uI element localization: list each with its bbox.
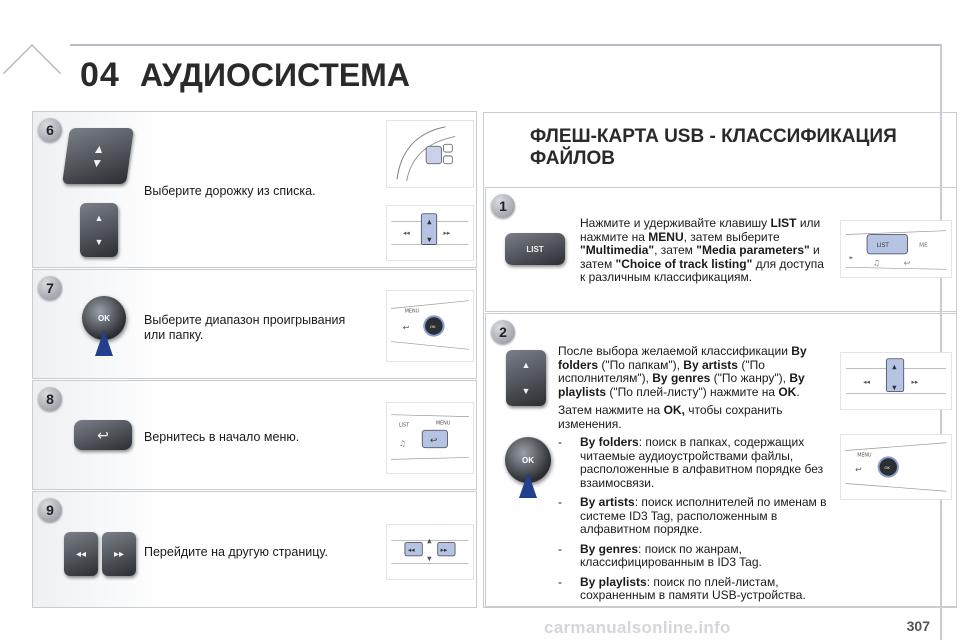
- step-text-9: Перейдите на другую страницу.: [144, 545, 328, 559]
- step-badge-7: 7: [38, 276, 62, 300]
- ok-knob-image: OK: [82, 296, 126, 340]
- svg-text:▸▸: ▸▸: [440, 546, 448, 554]
- svg-text:◂◂: ◂◂: [407, 546, 415, 554]
- chapter-number: 04: [80, 56, 120, 94]
- save-instruction: Затем нажмите на OK, чтобы сохранить изменения.: [558, 403, 783, 431]
- step-badge-6: 6: [38, 118, 62, 142]
- return-arrow-icon: ↩: [97, 426, 109, 443]
- svg-text:▼: ▼: [892, 385, 897, 392]
- step-text-7: Выберите диапазон проигрывания или папку.: [144, 313, 346, 342]
- step-text-6: Выберите дорожку из списка.: [144, 184, 316, 198]
- header-corner: [3, 44, 61, 102]
- svg-text:▸▸: ▸▸: [443, 228, 451, 237]
- back-button-image: [74, 420, 132, 450]
- press-arrow-icon: [519, 472, 537, 498]
- svg-text:▼: ▼: [427, 237, 432, 244]
- rewind-icon: ◂◂: [75, 548, 87, 560]
- right-step-text-2: [558, 345, 830, 609]
- control-panel-thumb-right: [840, 352, 952, 410]
- svg-text:LIST: LIST: [876, 243, 889, 250]
- previous-page-button-image: [64, 532, 98, 576]
- menu-knob-thumb-7: [386, 290, 474, 362]
- ok-knob-thumb-right: [840, 434, 952, 500]
- svg-text:◂◂: ◂◂: [403, 228, 410, 237]
- svg-text:▲: ▲: [892, 364, 897, 371]
- svg-text:◂◂: ◂◂: [863, 377, 870, 386]
- svg-text:MENU: MENU: [857, 453, 872, 459]
- control-panel-thumb-9: [386, 524, 474, 580]
- header-rule: [70, 44, 940, 46]
- svg-text:MENU: MENU: [404, 308, 420, 315]
- svg-text:LIST: LIST: [398, 422, 410, 429]
- down-arrow-icon: ▼: [94, 237, 104, 247]
- page-number: 307: [906, 618, 930, 634]
- next-page-button-image: [102, 532, 136, 576]
- step-text-8: Вернитесь в начало меню.: [144, 430, 300, 444]
- usb-section-heading: ФЛЕШ-КАРТА USB - КЛАССИФИКАЦИЯ ФАЙЛОВ: [530, 126, 897, 169]
- svg-text:↩: ↩: [402, 322, 410, 332]
- svg-text:♫: ♫: [872, 258, 880, 268]
- svg-text:MENU: MENU: [435, 420, 451, 427]
- down-arrow-icon: ▼: [521, 386, 531, 396]
- control-panel-thumb-6: [386, 205, 474, 261]
- bullet-by-artists: - By artists: поиск исполнителей по именам в системе ID3 Tag, расположенным в алфавитном порядке.: [558, 495, 827, 536]
- right-step-badge-2: 2: [491, 320, 515, 344]
- svg-text:OK: OK: [430, 323, 436, 329]
- up-down-buttons-image-right: [506, 350, 546, 406]
- ok-knob-image-right: OK: [505, 437, 551, 483]
- bullet-by-playlists: - By playlists: поиск по плей-листам, сохраненным в памяти USB-устройства.: [558, 574, 806, 602]
- svg-text:▼: ▼: [427, 556, 432, 563]
- svg-text:↩: ↩: [855, 464, 862, 474]
- bullet-by-genres: - By genres: поиск по жанрам, классифицированным в ID3 Tag.: [558, 541, 762, 569]
- svg-text:OK: OK: [884, 464, 890, 470]
- svg-text:▸: ▸: [849, 253, 854, 262]
- svg-text:♫: ♫: [398, 438, 406, 448]
- steering-wheel-thumb: [386, 120, 474, 188]
- right-step-text-1: Нажмите и удерживайте клавишу LIST или нажмите на MENU, затем выберите "Multimedia", затем "Media parameters" и затем "Choice of track listing" для доступа к различным классификациям.: [580, 216, 824, 284]
- back-button-thumb-8: [386, 402, 474, 474]
- up-down-switch-image: [62, 128, 134, 184]
- watermark: carmanualsonline.info: [544, 618, 731, 637]
- svg-text:↩: ↩: [430, 435, 438, 446]
- up-arrow-icon: ▲: [94, 213, 104, 223]
- svg-text:▲: ▲: [427, 219, 432, 226]
- fast-forward-icon: ▸▸: [113, 548, 125, 560]
- classification-intro: После выбора желаемой классификации By folders ("По папкам"), By artists ("По исполнителям"), By genres ("По жанру"), By playlists ("По плей-листу") нажмите на OK.: [558, 344, 807, 399]
- svg-text:▸▸: ▸▸: [911, 377, 919, 386]
- step-badge-9: 9: [38, 498, 62, 522]
- page-title: АУДИОСИСТЕМА: [140, 57, 410, 93]
- svg-text:↩: ↩: [903, 258, 911, 268]
- svg-text:ME: ME: [919, 243, 928, 250]
- up-arrow-icon: ▲: [521, 360, 531, 370]
- step-badge-8: 8: [38, 387, 62, 411]
- up-down-buttons-image: [80, 203, 118, 257]
- list-button-image: LIST: [505, 233, 565, 265]
- svg-text:▲: ▲: [427, 538, 432, 545]
- press-arrow-icon: [95, 330, 113, 356]
- right-step-badge-1: 1: [491, 194, 515, 218]
- list-button-thumb: [840, 220, 952, 278]
- bullet-by-folders: - By folders: поиск в папках, содержащих читаемые аудиоустройствами файлы, расположенные в алфавитном порядке без взаимосвязи.: [558, 435, 824, 490]
- up-down-arrows-icon: ▲ ▼: [90, 142, 106, 170]
